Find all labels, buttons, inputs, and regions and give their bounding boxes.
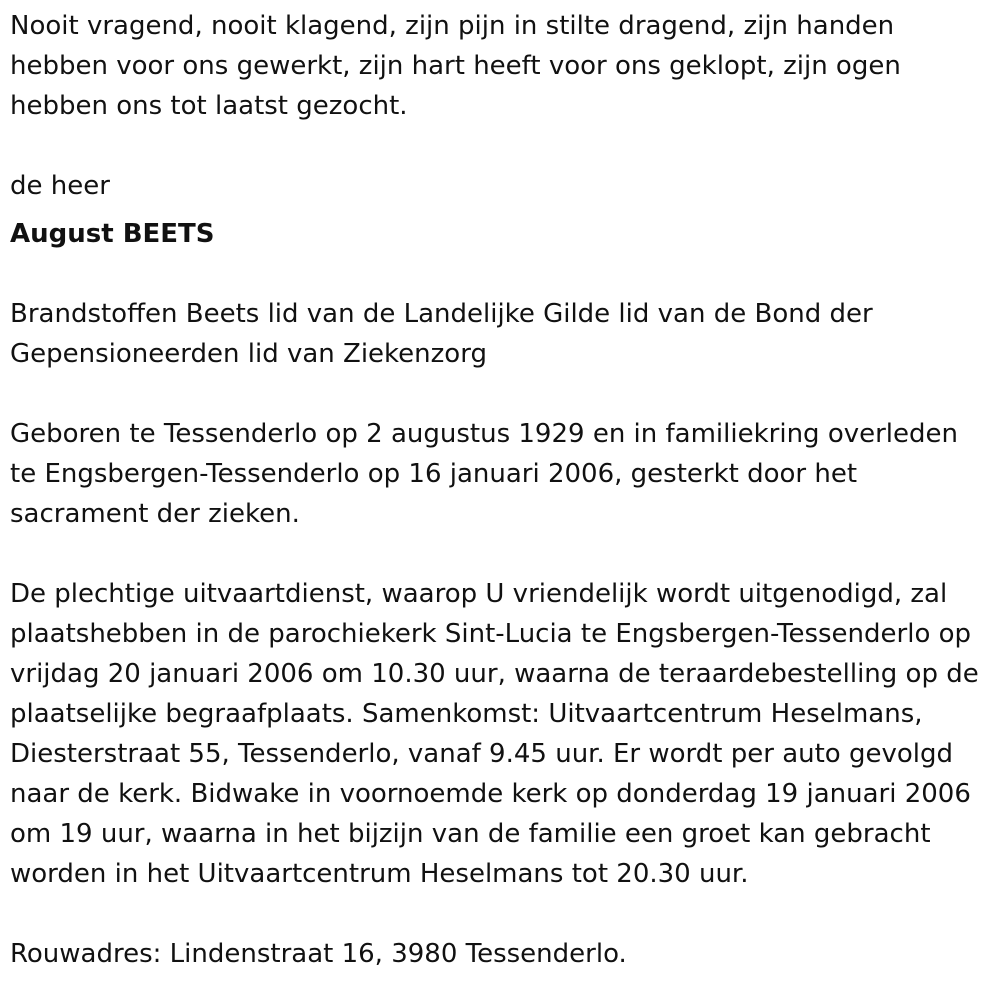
spacer	[10, 254, 990, 294]
salutation: de heer	[10, 171, 110, 201]
obituary-document	[10, 6, 990, 974]
address-paragraph: Rouwadres: Lindenstraat 16, 3980 Tessenderlo.	[10, 939, 627, 969]
spacer	[10, 206, 990, 214]
funeral-paragraph: De plechtige uitvaartdienst, waarop U vriendelijk wordt uitgenodigd, zal plaatshebben in de parochiekerk Sint-Lucia te Engsbergen-Tessenderlo op vrijdag 20 januari 2006 om 10.30 uur, waarna de teraardebestelling op de plaatselijke begraafplaats. Samenkomst: Uitvaartcentrum Heselmans, Diesterstraat 55, Tessenderlo, vanaf 9.45 uur. Er wordt per auto gevolgd naar de kerk. Bidwake in voornoemde kerk op donderdag 19 januari 2006 om 19 uur, waarna in het bijzijn van de familie een groet kan gebracht worden in het Uitvaartcentrum Heselmans tot 20.30 uur.	[10, 579, 979, 889]
birth-death-paragraph: Geboren te Tessenderlo op 2 augustus 1929 en in familiekring overleden te Engsbergen-Tessenderlo op 16 januari 2006, gesterkt door het sacrament der zieken.	[10, 419, 958, 529]
spacer	[10, 894, 990, 934]
poem-paragraph: Nooit vragend, nooit klagend, zijn pijn in stilte dragend, zijn handen hebben voor ons gewerkt, zijn hart heeft voor ons geklopt, zijn ogen hebben ons tot laatst gezocht.	[10, 11, 901, 121]
spacer	[10, 534, 990, 574]
memberships-paragraph: Brandstoffen Beets lid van de Landelijke Gilde lid van de Bond der Gepensioneerden lid van Ziekenzorg	[10, 299, 873, 369]
spacer	[10, 126, 990, 166]
deceased-name: August BEETS	[10, 219, 215, 249]
spacer	[10, 374, 990, 414]
